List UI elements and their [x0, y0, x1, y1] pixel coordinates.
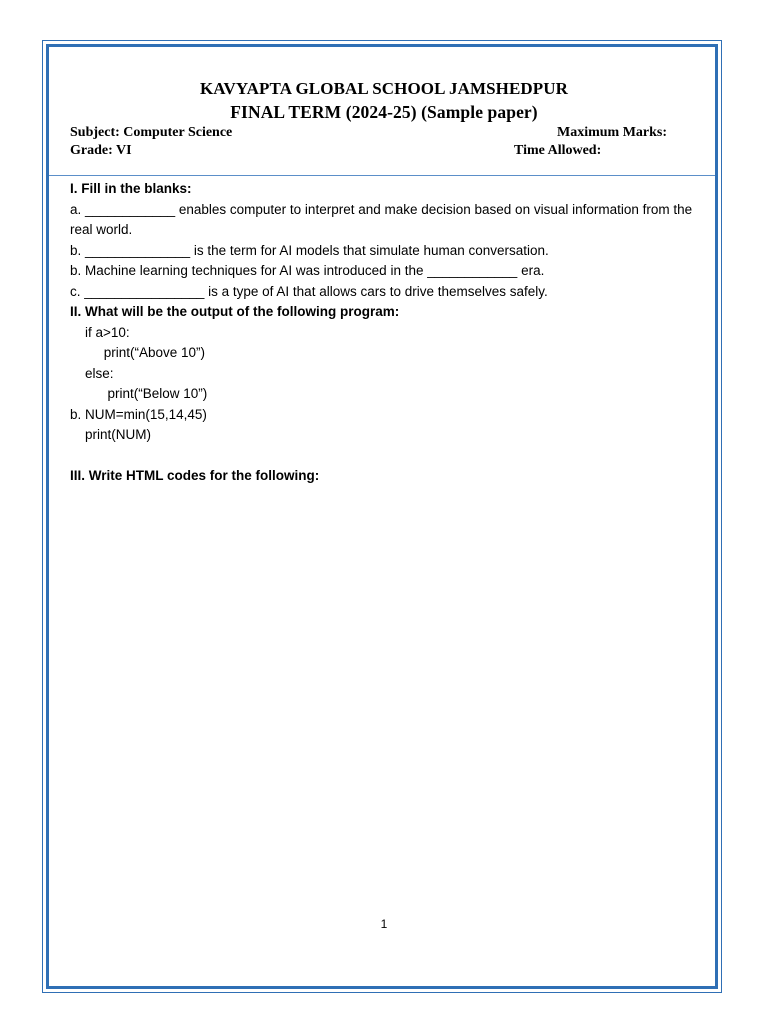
subject-label: Subject: Computer Science [70, 125, 233, 140]
exam-title: FINAL TERM (2024-25) (Sample paper) [230, 102, 538, 122]
page-number: 1 [380, 917, 388, 931]
header-divider [49, 175, 715, 176]
code-line: if a>10: [70, 324, 130, 340]
code-line: print(NUM) [70, 427, 151, 442]
question-content [70, 179, 700, 487]
code-line: b. NUM=min(15,14,45) [70, 406, 207, 422]
code-line: print(“Above 10”) [70, 345, 206, 360]
section1-heading: I. Fill in the blanks: [70, 181, 192, 196]
section3-heading: III. Write HTML codes for the following: [70, 468, 320, 483]
section2-heading: II. What will be the output of the following program: [70, 304, 400, 319]
school-name: KAVYAPTA GLOBAL SCHOOL JAMSHEDPUR [199, 79, 569, 98]
question-1a: a. ____________ enables computer to interpret and make decision based on visual information from the real world. [70, 201, 693, 237]
question-1b-first: b. ______________ is the term for AI models that simulate human conversation. [70, 242, 549, 258]
max-marks-label: Maximum Marks: [557, 125, 668, 140]
blank-spacer [70, 446, 700, 467]
code-line: print(“Below 10”) [70, 386, 208, 401]
question-1c: c. ________________ is a type of AI that allows cars to drive themselves safely. [70, 283, 548, 299]
question-1b-second: b. Machine learning techniques for AI was introduced in the ____________ era. [70, 263, 545, 278]
grade-label: Grade: VI [70, 143, 132, 158]
code-line: else: [70, 365, 114, 381]
time-allowed-label: Time Allowed: [514, 143, 602, 158]
